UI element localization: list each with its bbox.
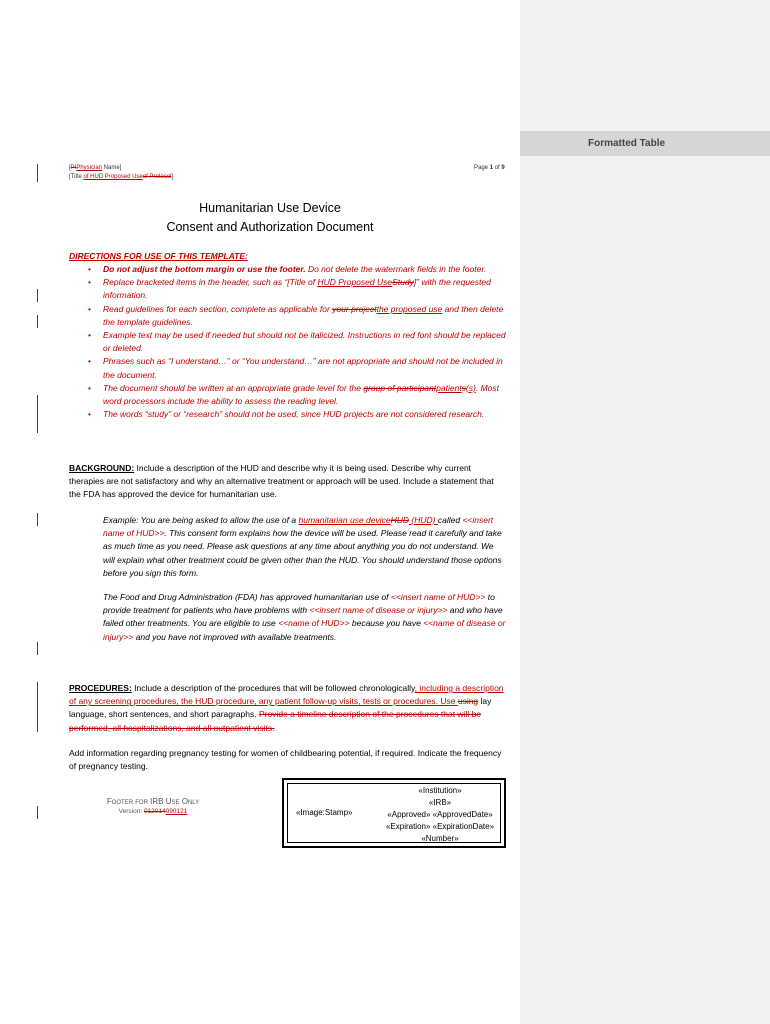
- list-item: • Replace bracketed items in the header, such as “[Title of HUD Proposed UseStudy]” with the requested information.: [88, 277, 491, 301]
- document-subtitle: Consent and Authorization Document: [166, 220, 374, 234]
- list-item: • Phrases such as “I understand…” or “You understand…” are not appropriate and should not be included in the document.: [88, 356, 503, 380]
- footer-irb: [98, 797, 208, 815]
- list-item: • The document should be written at an appropriate grade level for the group of participantpatients(s). Most word processors include the ability to assess the reading level.: [88, 382, 499, 407]
- change-bar: [37, 395, 38, 433]
- stamp-approved: «Approved» «ApprovedDate»: [387, 810, 493, 819]
- directions-list: [69, 263, 506, 421]
- list-item: • The words “study” or “research” should not be used, since HUD projects are not considered research.: [88, 409, 485, 420]
- change-bar: [37, 806, 38, 819]
- change-bar: [37, 164, 38, 182]
- stamp-expiration: «Expiration» «ExpirationDate»: [385, 822, 495, 831]
- background-example-1: Example: You are being asked to allow the use of a humanitarian use deviceHUD (HUD) called <<insert name of HUD>>. This consent form explains how the device will be used. Please read it carefully and take as much time as you need. Please ask questions at any time about anything you do not understand. We will explain what other treatment could be given other than the HUD. You should understand those options before you sign this form.: [103, 515, 502, 578]
- background-section: BACKGROUND: Include a description of the HUD and describe why it is being used. Describe why current therapies are not satisfactory and why an alternative treatment or approach will be used. Include a statement that the FDA has approved the device for humanitarian use.: [69, 463, 494, 500]
- list-item: • Read guidelines for each section, complete as applicable for your projectthe proposed use and then delete the template guidelines.: [88, 303, 504, 327]
- list-item: • Example text may be used if needed but should not be italicized. Instructions in red font should be replaced or deleted.: [88, 330, 506, 354]
- header-page-number: Page 1 of 9: [474, 165, 505, 171]
- list-item: • Do not adjust the bottom margin or use the footer. Do not delete the watermark fields in the footer.: [88, 264, 487, 274]
- change-bar: [37, 642, 38, 655]
- header-title: [Title of HUD Proposed Useof Protocol]: [69, 174, 174, 180]
- stamp-image-field: «Image:Stamp»: [296, 808, 353, 817]
- footer-version: Version: 012014090121: [118, 808, 188, 815]
- header-physician-name: [PIPhysician Name]: [69, 165, 122, 171]
- irb-stamp-table: [282, 778, 506, 848]
- stamp-fields: [376, 785, 504, 845]
- stamp-irb: «IRB»: [428, 798, 452, 807]
- change-bar: [37, 513, 38, 526]
- pregnancy-section: Add information regarding pregnancy testing for women of childbearing potential, if required. Indicate the frequency of pregnancy testing.: [69, 748, 502, 772]
- background-example-2: The Food and Drug Administration (FDA) has approved humanitarian use of <<insert name of HUD>> to provide treatment for patients who have problems with <<insert name of disease or injury>> and who have failed other treatments. You are eligible to use <<name of HUD>> because you have <<name of disease or injury>> and you have not improved with available treatments.: [103, 592, 506, 642]
- change-bar: [37, 682, 38, 732]
- stamp-institution: «Institution»: [418, 786, 462, 795]
- directions-heading: DIRECTIONS FOR USE OF THIS TEMPLATE:: [69, 251, 248, 261]
- footer-label: Footer for IRB Use Only: [106, 797, 200, 806]
- change-bar: [37, 289, 38, 302]
- procedures-section: PROCEDURES: Include a description of the procedures that will be followed chronologically, including a description of any screening procedures, the HUD procedure, any patient follow-up visits, tests or procedures. Use using lay language, short sentences, and short paragraphs. Provide a timeline description of the procedures that will be performed, all hospitalizations, and all outpatient visits.: [69, 683, 504, 733]
- document-title: Humanitarian Use Device: [199, 201, 341, 215]
- formatted-table-balloon[interactable]: Formatted Table: [520, 131, 770, 156]
- stamp-number: «Number»: [421, 834, 459, 843]
- change-bar: [37, 315, 38, 328]
